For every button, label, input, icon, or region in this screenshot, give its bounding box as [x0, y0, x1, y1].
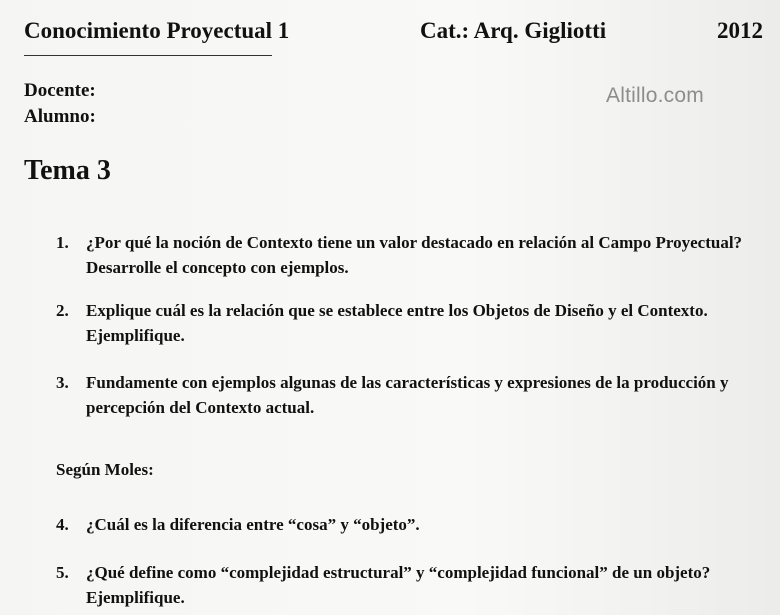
question-text: Fundamente con ejemplos algunas de las características y expresiones de la producción y percepción del Contexto actual.: [86, 373, 729, 417]
header-underline: [24, 55, 272, 56]
teacher-label: Docente:: [24, 80, 96, 101]
chair-name: Cat.: Arq. Gigliotti: [420, 18, 607, 43]
topic-heading: Tema 3: [24, 155, 111, 186]
exam-year: 2012: [717, 18, 763, 43]
question-number: 5.: [56, 563, 69, 582]
question-item: [56, 560, 756, 610]
exam-meta: [24, 78, 96, 130]
question-text: ¿Por qué la noción de Contexto tiene un valor destacado en relación al Campo Proyectual? Desarrolle el concepto con ejemplos.: [86, 233, 743, 277]
question-number: 3.: [56, 373, 69, 392]
question-text: ¿Qué define como “complejidad estructural” y “complejidad funcional” de un objeto? Ejemplifique.: [86, 563, 711, 607]
question-item: [56, 230, 756, 280]
question-item: [56, 298, 756, 348]
exam-header: [24, 14, 774, 54]
question-item: [56, 370, 756, 420]
question-number: 4.: [56, 515, 69, 534]
watermark: Altillo.com: [606, 84, 704, 107]
student-label: Alumno:: [24, 106, 96, 127]
question-item: [56, 512, 756, 537]
question-number: 1.: [56, 233, 69, 252]
question-number: 2.: [56, 301, 69, 320]
section-label: Según Moles:: [56, 460, 154, 479]
question-text: ¿Cuál es la diferencia entre “cosa” y “objeto”.: [86, 515, 420, 534]
question-text: Explique cuál es la relación que se establece entre los Objetos de Diseño y el Contexto. Ejemplifique.: [86, 301, 708, 345]
course-title: Conocimiento Proyectual 1: [24, 18, 290, 43]
